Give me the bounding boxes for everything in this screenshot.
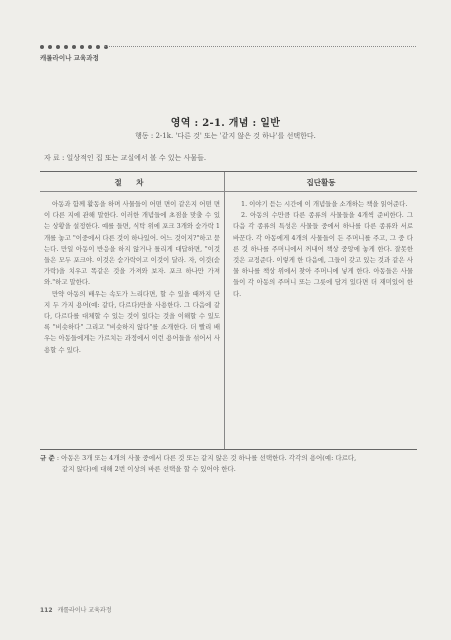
criteria-text: : 아동은 3개 또는 4개의 사물 중에서 다른 것 또는 같지 않은 것 하나를 선택한다. 각각의 용어(예: 다르다, xyxy=(56,454,357,462)
page-number: 112 xyxy=(40,607,53,614)
group-activity-column xyxy=(233,199,413,300)
procedure-header: 절 차 xyxy=(114,178,150,187)
group-activity-header: 집단활동 xyxy=(306,178,336,187)
header-label: 캐롤라이나 교육과정 xyxy=(40,54,99,62)
column-divider xyxy=(224,172,225,449)
procedure-paragraph: 아동과 함께 활동을 하며 사물들이 어떤 면이 같은지 어떤 면이 다른 지에 관해 말한다. 이러한 개념들에 초점을 맞출 수 있는 상황을 설정한다. 예를 들면, 식탁 위에 포크 3개와 숟가락 1개를 놓고 "이중에서 다른 것이 하나있어. 어느 것이지?"하고 묻는다. 만일 아동이 반응을 하지 않거나 틀리게 대답하면, "이것들은 모두 포크야. 이것은 숟가락이고 이것이 달라. 자, 이것(숟가락)을 치우고 똑같은 것을 가져와 보자. 포크 하나만 가져와."하고 말한다. xyxy=(44,200,220,287)
criteria-label: 규 준 xyxy=(40,454,55,462)
header-dots-decoration xyxy=(40,45,108,49)
footer-text: 캐롤라이나 교육과정 xyxy=(57,607,112,614)
behavior-line: 행동 : 2-1k. '다른 것' 또는 '같지 않은 것 하나'를 선택한다. xyxy=(135,132,316,140)
criteria-block xyxy=(40,453,420,475)
group-activity-item: 1. 이야기 듣는 시간에 이 개념들을 소개하는 책을 읽어준다. xyxy=(241,200,408,208)
procedure-paragraph: 만약 아동의 배우는 속도가 느리다면, 할 수 있을 때까지 단지 두 가지 용어(예: 같다, 다르다)만을 사용한다. 그 다음에 같다, 다르다를 대체할 수 있는 것이 있다는 것을 이해할 수 있도록 "비슷하다" 그리고 "비슷하지 않다"를 소개한다. 더 빨리 배우는 아동들에게는 가르치는 과정에서 이런 용어들을 섞어서 사용할 수 있다. xyxy=(44,289,220,354)
activity-table xyxy=(40,171,417,450)
criteria-text-continued: 같지 않다)에 대해 2번 이상의 바른 선택을 할 수 있어야 한다. xyxy=(62,465,236,474)
page-footer xyxy=(40,605,112,614)
section-title: 영역 : 2-1. 개념 : 일반 xyxy=(170,118,281,129)
header-divider xyxy=(40,191,417,192)
header-rule xyxy=(104,46,416,47)
materials-line: 자 료 : 일상적인 집 또는 교실에서 볼 수 있는 사물들. xyxy=(44,154,207,162)
group-activity-item: 2. 아동의 수만큼 다른 종류의 사물들을 4개씩 준비한다. 그 다음 각 종류의 특성은 사물들 중에서 하나를 다른 종류와 서로 바꾼다. 각 아동에게 4개의 사물들이 든 주머니를 주고, 그 중 다른 것 하나를 주머니에서 꺼내어 책상 중앙에 놓게 한다. 잘못한 것은 교정준다. 이렇게 한 다음에, 그들이 갖고 있는 것과 같은 사물 하나를 책상 위에서 찾아 주머니에 넣게 한다. 아동들은 사물들이 각 아동의 주머니 또는 그릇에 담겨 있다면 더 재미있어 한다. xyxy=(233,211,413,298)
procedure-column xyxy=(44,199,220,356)
